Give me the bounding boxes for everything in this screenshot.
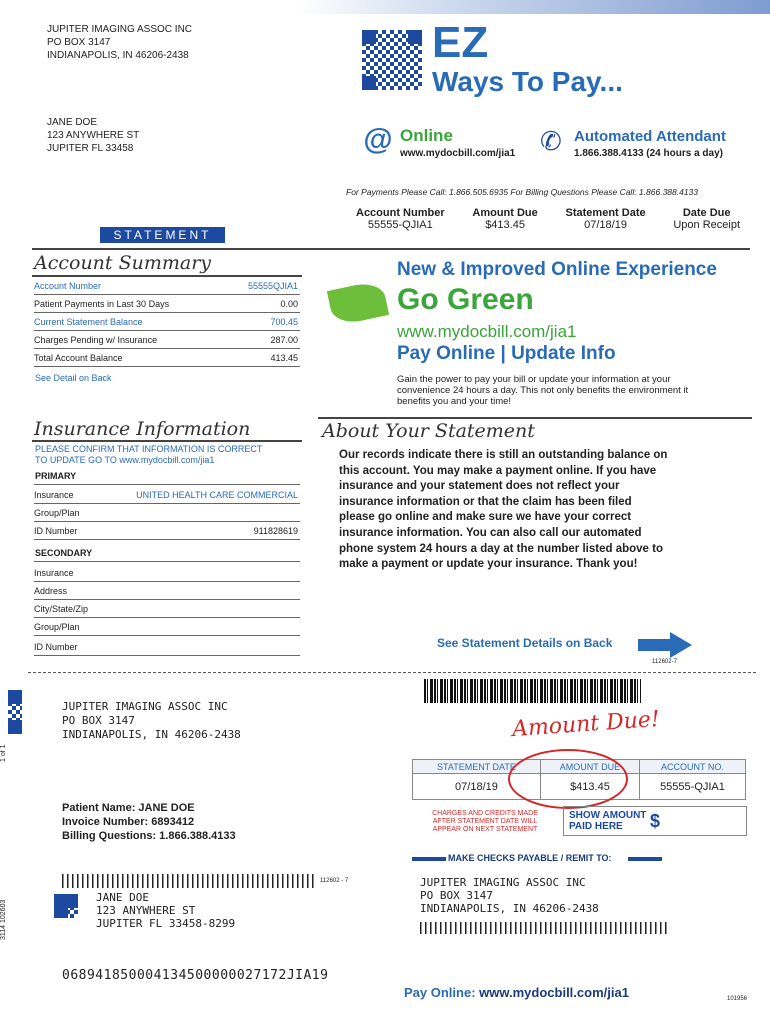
invoice-number: Invoice Number: 6893412 bbox=[62, 816, 195, 828]
postal-barcode bbox=[62, 874, 314, 888]
insurance-notice-line2: TO UPDATE GO TO www.mydocbill.com/jia1 bbox=[35, 455, 215, 465]
insurance-row bbox=[34, 618, 300, 636]
attendant-phone: 1.866.388.4133 (24 hours a day) bbox=[574, 148, 723, 159]
mail-city: JUPITER FL 33458-8299 bbox=[96, 917, 236, 930]
phone-icon: ✆ bbox=[540, 126, 562, 156]
insurance-row-label: ID Number bbox=[34, 642, 78, 652]
barcode bbox=[424, 679, 641, 703]
at-icon: @ bbox=[363, 123, 393, 156]
amount-due-stamp: Amount Due! bbox=[511, 706, 661, 743]
mail-code: 112602 - 7 bbox=[320, 878, 349, 884]
recipient-address bbox=[47, 116, 139, 155]
summary-row-label: Charges Pending w/ Insurance bbox=[34, 335, 158, 345]
insurance-notice bbox=[35, 444, 262, 466]
online-label: Online bbox=[400, 126, 453, 145]
remit-address bbox=[420, 876, 599, 915]
account-summary-title: Account Summary bbox=[34, 252, 212, 274]
insurance-row bbox=[34, 638, 300, 656]
divider-top bbox=[32, 248, 750, 250]
see-back-link[interactable]: See Statement Details on Back bbox=[437, 636, 613, 650]
sender-city: INDIANAPOLIS, IN 46206-2438 bbox=[47, 50, 189, 61]
summary-row-value: 0.00 bbox=[280, 299, 298, 309]
summary-row-label: Patient Payments in Last 30 Days bbox=[34, 299, 170, 309]
promo-headline: New & Improved Online Experience bbox=[397, 259, 717, 280]
summary-row-label: Account Number bbox=[34, 281, 102, 291]
ez-subtitle: Ways To Pay... bbox=[432, 66, 623, 97]
ez-title: EZ bbox=[432, 18, 489, 67]
summary-label-account: Account Number bbox=[356, 207, 445, 219]
insurance-row-label: Insurance bbox=[34, 490, 74, 500]
patient-info bbox=[62, 801, 236, 843]
patient-name: Patient Name: JANE DOE bbox=[62, 802, 195, 814]
online-url[interactable]: www.mydocbill.com/jia1 bbox=[400, 148, 516, 159]
see-detail-link[interactable]: See Detail on Back bbox=[35, 373, 112, 383]
insurance-row bbox=[34, 582, 300, 600]
promo-body: Gain the power to pay your bill or update your information at your convenience 24 hours a day. This not only benefits the environment it benefits you and your time! bbox=[397, 374, 689, 407]
sender-name: JUPITER IMAGING ASSOC INC bbox=[47, 24, 193, 35]
summary-value-account: 55555-QJIA1 bbox=[367, 219, 433, 231]
pay-online-label: Pay Online: bbox=[404, 985, 476, 1000]
charges-note: CHARGES AND CREDITS MADE AFTER STATEMENT DATE WILL APPEAR ON NEXT STATEMENT bbox=[432, 810, 538, 833]
pay-online-url[interactable]: www.mydocbill.com/jia1 bbox=[479, 985, 629, 1000]
remit-postal-barcode bbox=[420, 922, 668, 934]
summary-row-value: 287.00 bbox=[270, 335, 298, 345]
primary-rule bbox=[34, 484, 300, 485]
statement-bar: STATEMENT bbox=[100, 227, 225, 243]
mail-name: JANE DOE bbox=[96, 891, 149, 904]
side-qr-icon bbox=[8, 690, 22, 734]
remit-city: INDIANAPOLIS, IN 46206-2438 bbox=[420, 902, 599, 915]
summary-label-due: Date Due bbox=[682, 207, 731, 219]
insurance-row-label: Group/Plan bbox=[34, 508, 80, 518]
insurance-row-label: ID Number bbox=[34, 526, 78, 536]
coupon-sender-name: JUPITER IMAGING ASSOC INC bbox=[62, 700, 228, 713]
due-value-amount: $413.45 bbox=[540, 774, 639, 800]
mail-address bbox=[96, 891, 235, 930]
coupon-sender-city: INDIANAPOLIS, IN 46206-2438 bbox=[62, 728, 241, 741]
summary-row bbox=[34, 313, 300, 331]
about-title: About Your Statement bbox=[322, 420, 535, 442]
attendant-label: Automated Attendant bbox=[574, 128, 726, 145]
sender-address1: PO BOX 3147 bbox=[47, 37, 111, 48]
insurance-notice-line1: PLEASE CONFIRM THAT INFORMATION IS CORRECT bbox=[35, 444, 263, 454]
summary-label-amount: Amount Due bbox=[472, 207, 538, 219]
due-value-account: 55555-QJIA1 bbox=[639, 774, 745, 800]
mail-address1: 123 ANYWHERE ST bbox=[96, 904, 196, 917]
page-of: 1 of 1 bbox=[0, 744, 7, 762]
top-border bbox=[300, 0, 770, 14]
insurance-row-label: Address bbox=[34, 586, 68, 596]
coupon-sender-address1: PO BOX 3147 bbox=[62, 714, 135, 727]
insurance-row-value: UNITED HEALTH CARE COMMERCIAL bbox=[136, 490, 298, 500]
summary-row-label: Current Statement Balance bbox=[34, 317, 143, 327]
due-header-amount: AMOUNT DUE bbox=[540, 760, 639, 774]
insurance-row bbox=[34, 564, 300, 582]
about-body: Our records indicate there is still an outstanding balance on this account. You may make a payment online. If you have insurance and your statement does not reflect your insurance information or that the claim has been filed please go online and make sure we have your correct insurance information. You can also call our automated phone system 24 hours a day at the number listed above to make a payment or update your insurance. Thank you! bbox=[339, 449, 668, 571]
mail-qr-icon bbox=[54, 894, 78, 918]
leaf-icon bbox=[327, 280, 389, 327]
insurance-row-label: Insurance bbox=[34, 568, 74, 578]
insurance-row bbox=[34, 600, 300, 618]
about-code: 112602-7 bbox=[652, 659, 677, 665]
summary-row bbox=[34, 277, 300, 295]
summary-row-value: 700.45 bbox=[270, 317, 298, 327]
summary-row bbox=[34, 295, 300, 313]
summary-value-date: 07/18/19 bbox=[584, 219, 627, 231]
go-green-title: Go Green bbox=[397, 283, 534, 316]
arrow-head-icon bbox=[670, 632, 692, 658]
secondary-label: SECONDARY bbox=[35, 548, 93, 558]
make-checks-bar-left bbox=[412, 857, 446, 861]
summary-row bbox=[34, 349, 300, 367]
insurance-row-label: Group/Plan bbox=[34, 622, 80, 632]
billing-questions: Billing Questions: 1.866.388.4133 bbox=[62, 830, 236, 842]
sender-address bbox=[47, 23, 192, 62]
summary-header bbox=[356, 207, 740, 231]
cut-line bbox=[28, 672, 756, 673]
due-value-date: 07/18/19 bbox=[413, 774, 541, 800]
dollar-sign: $ bbox=[650, 811, 661, 831]
due-header-date: STATEMENT DATE bbox=[413, 760, 541, 774]
insurance-row bbox=[34, 522, 300, 540]
summary-label-date: Statement Date bbox=[565, 207, 646, 219]
primary-label: PRIMARY bbox=[35, 471, 77, 481]
amount-circle bbox=[508, 749, 628, 809]
side-code: 3114 102603 bbox=[0, 899, 7, 940]
payment-phone-line: For Payments Please Call: 1.866.505.6935 For Billing Questions Please Call: 1.866.388.4133 bbox=[346, 187, 699, 197]
summary-row-value: 413.45 bbox=[270, 353, 298, 363]
make-checks-bar-right bbox=[628, 857, 662, 861]
recipient-name: JANE DOE bbox=[47, 117, 98, 128]
insurance-row-value: 911828619 bbox=[253, 526, 298, 536]
summary-row-label: Total Account Balance bbox=[34, 353, 123, 363]
summary-value-amount: $413.45 bbox=[485, 219, 525, 231]
insurance-row-label: City/State/Zip bbox=[34, 604, 89, 614]
divider-mid bbox=[318, 417, 752, 419]
footer-code: 101956 bbox=[727, 996, 748, 1002]
insurance-title: Insurance Information bbox=[34, 418, 251, 440]
pay-update-title: Pay Online | Update Info bbox=[397, 343, 616, 364]
summary-row bbox=[34, 331, 300, 349]
remit-address1: PO BOX 3147 bbox=[420, 889, 493, 902]
insurance-rule bbox=[32, 440, 302, 442]
scanline: 068941850004134500000027172JIA19 bbox=[62, 968, 329, 983]
recipient-address1: 123 ANYWHERE ST bbox=[47, 130, 140, 141]
qr-code-icon bbox=[362, 30, 422, 90]
summary-value-due: Upon Receipt bbox=[673, 219, 740, 231]
pay-online-footer bbox=[404, 985, 629, 1000]
recipient-city: JUPITER FL 33458 bbox=[47, 143, 134, 154]
arrow-right-icon bbox=[638, 639, 672, 651]
summary-row-value: 55555QJIA1 bbox=[247, 281, 298, 291]
remit-name: JUPITER IMAGING ASSOC INC bbox=[420, 876, 586, 889]
insurance-row bbox=[34, 504, 300, 522]
secondary-rule bbox=[34, 561, 300, 562]
due-header-account: ACCOUNT NO. bbox=[639, 760, 745, 774]
promo-url[interactable]: www.mydocbill.com/jia1 bbox=[397, 322, 577, 341]
show-amount-box[interactable] bbox=[563, 806, 747, 836]
coupon-sender bbox=[62, 700, 241, 742]
insurance-row bbox=[34, 486, 300, 504]
show-amount-label: SHOW AMOUNT PAID HERE bbox=[569, 810, 647, 832]
make-checks-label: MAKE CHECKS PAYABLE / REMIT TO: bbox=[448, 853, 612, 863]
